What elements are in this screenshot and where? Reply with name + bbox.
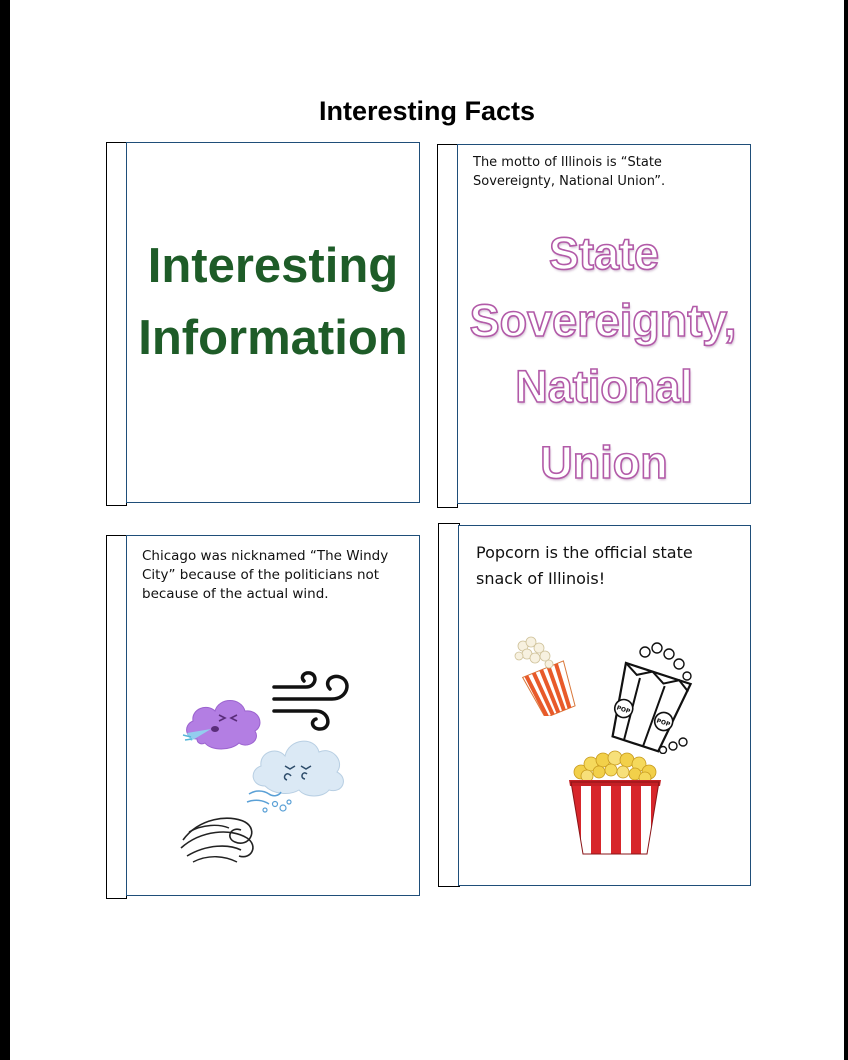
blue-cloud-icon: [245, 732, 351, 816]
swirl-wind-icon: [179, 808, 263, 866]
motto-art-line1: State: [548, 228, 660, 279]
motto-card: [457, 144, 751, 504]
popcorn-bucket-icon: [567, 748, 663, 858]
popcorn-card: [458, 525, 751, 886]
popcorn-box-label-2: POP: [655, 717, 671, 729]
popcorn-fact-line1: Popcorn is the official state: [476, 543, 693, 562]
windy-fact-line2: City” because of the politicians not: [142, 567, 380, 583]
windy-card: [126, 535, 420, 896]
motto-fact-line2: Sovereignty, National Union”.: [473, 174, 666, 189]
document-page: [10, 0, 844, 1060]
popcorn-carton-icon: [509, 634, 583, 716]
windy-fact-line1: Chicago was nicknamed “The Windy: [142, 548, 389, 564]
cover-card-spine: [106, 142, 127, 506]
popcorn-box-label-1: POP: [615, 704, 631, 716]
popcorn-fact-line2: snack of Illinois!: [476, 569, 606, 588]
motto-art-line2: Sovereignty,: [469, 295, 737, 346]
page-title: Interesting Facts: [318, 96, 536, 126]
cover-heading-line2: Information: [138, 311, 408, 365]
motto-card-spine: [437, 144, 458, 508]
windy-fact-line3: because of the actual wind.: [142, 586, 329, 602]
cover-heading-line1: Interesting: [147, 239, 399, 293]
cover-card: [126, 142, 420, 503]
motto-fact-line1: The motto of Illinois is “State: [473, 155, 662, 170]
popcorn-box-icon: [599, 642, 697, 754]
motto-art-line3: National: [515, 361, 693, 412]
wind-gust-icon: [272, 671, 356, 733]
motto-art-line4: Union: [540, 437, 668, 488]
windy-card-spine: [106, 535, 127, 899]
popcorn-card-spine: [438, 523, 460, 887]
